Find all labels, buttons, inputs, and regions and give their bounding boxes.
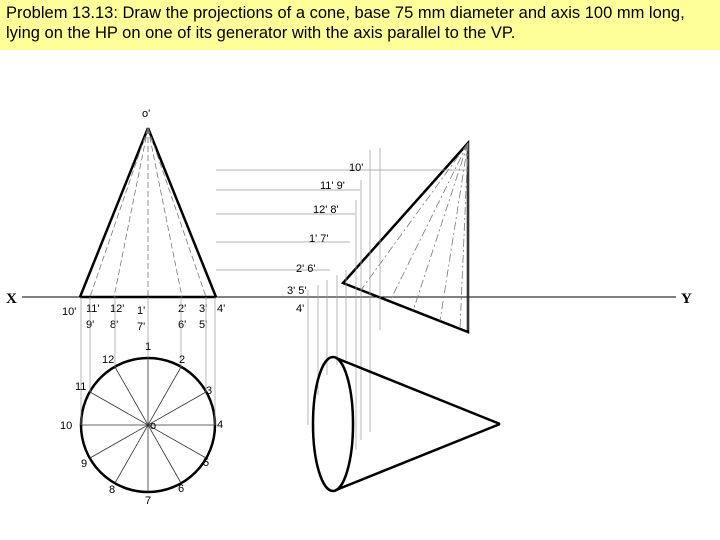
plan-label-6: 6 [178, 483, 185, 495]
tilted-generator-1-7 [413, 143, 468, 311]
apex-label: o' [142, 108, 151, 120]
elevation-generator-12-8 [114, 128, 148, 297]
tilted-label-4: 4' [296, 303, 305, 315]
base-label-4: 4' [217, 303, 226, 315]
elevation-generator-left [80, 128, 148, 297]
base-label-9: 9' [86, 319, 95, 331]
problem-statement: Problem 13.13: Draw the projections of a cone, base 75 mm diameter and axis 100 mm long, lying on the HP on one of its generator with the axis parallel to the VP. [6, 4, 685, 42]
base-label-3: 3' [199, 303, 208, 315]
plan-label-7: 7 [145, 495, 152, 507]
base-label-5: 5' [199, 319, 208, 331]
elevation-generator-right [148, 128, 216, 297]
plan-label-11: 11 [75, 381, 87, 393]
final-base-ellipse [313, 357, 353, 491]
final-tangent-lower [336, 424, 500, 490]
tilted-label-11-9: 11' 9' [320, 180, 345, 192]
plan-label-1: 1 [145, 341, 152, 353]
initial-front-view [62, 108, 225, 333]
plan-centre-label: o [150, 420, 157, 432]
tilted-label-10: 10' [349, 162, 364, 174]
base-label-10: 10' [62, 306, 77, 318]
tilted-label-1-7: 1' 7' [309, 233, 329, 245]
plan-label-5: 5 [203, 457, 210, 469]
x-label: X [6, 291, 17, 307]
final-front-view [216, 143, 468, 332]
plan-label-8: 8 [109, 484, 116, 496]
plan-label-12: 12 [102, 354, 115, 366]
base-label-7: 7' [137, 321, 146, 333]
plan-label-4: 4 [217, 419, 224, 431]
base-label-6: 6' [178, 319, 187, 331]
base-label-12: 12' [110, 303, 125, 315]
tilted-label-2-6: 2' 6' [296, 263, 316, 275]
tilted-generator-11-9 [361, 143, 468, 290]
base-label-2: 2' [178, 303, 187, 315]
elevation-generator-2-6 [148, 128, 182, 297]
tilted-generator-12-8 [390, 143, 468, 301]
y-label: Y [681, 291, 692, 307]
final-top-view [308, 143, 500, 491]
plan-label-10: 10 [60, 420, 73, 432]
tilted-label-3-5: 3' 5' [287, 285, 307, 297]
base-label-11: 11' [86, 303, 100, 315]
final-tangent-upper [336, 358, 500, 424]
tilted-label-12-8: 12' 8' [313, 204, 339, 216]
plan-label-2: 2 [179, 354, 186, 366]
base-label-1: 1' [137, 305, 146, 317]
plan-label-3: 3 [206, 385, 213, 397]
base-label-8: 8' [110, 319, 119, 331]
plan-label-9: 9 [81, 458, 88, 470]
elevation-hidden-generators [90, 128, 206, 297]
tilted-hidden-generators [361, 143, 468, 329]
